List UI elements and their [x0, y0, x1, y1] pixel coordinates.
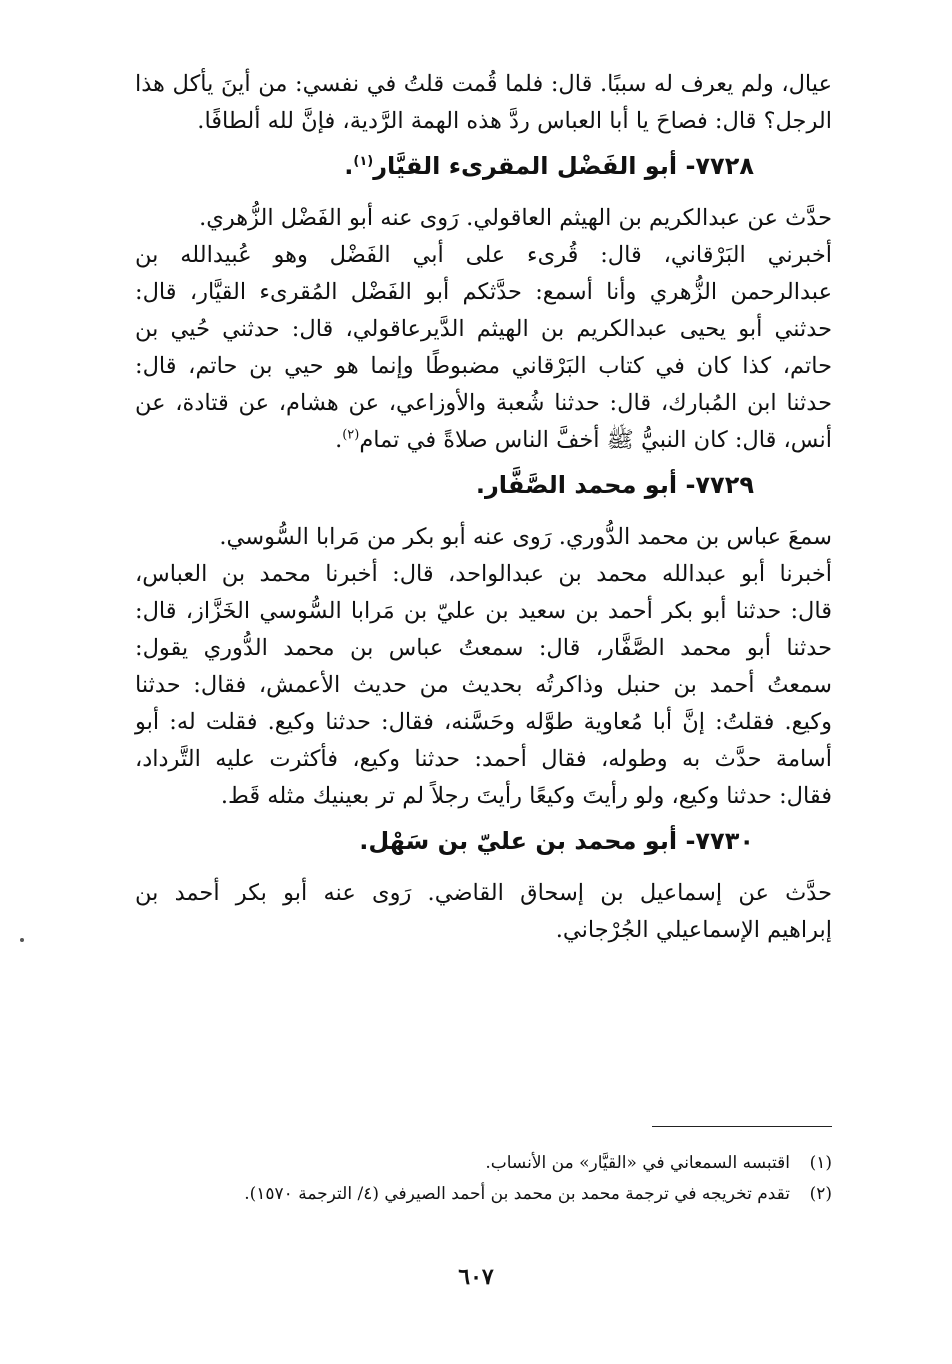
entry-heading-7730: ٧٧٣٠- أبو محمد بن عليّ بن سَهْل.	[359, 827, 754, 855]
text-line	[135, 422, 832, 459]
footnote-text: تقدم تخريجه في ترجمة محمد بن محمد بن أحمد الصيرفي (٤/ الترجمة ١٥٧٠).	[244, 1184, 790, 1204]
footnote-ref: (٢)	[342, 427, 360, 443]
text-line: عبدالرحمن الزُّهري وأنا أسمع: حدَّثكم أبو الفَضْل المُقرىء القيَّار، قال:	[135, 279, 832, 305]
text-line: حاتم، كذا كان في كتاب البَرْقاني مضبوطًا وإنما هو حيي بن حاتم، قال:	[135, 353, 832, 379]
footnote-item	[152, 1179, 832, 1210]
entry-heading-7729: ٧٧٢٩- أبو محمد الصَّفَّار.	[475, 471, 754, 499]
text-line: حدَّث عن عبدالكريم بن الهيثم العاقولي. رَوى عنه أبو الفَضْل الزُّهري.	[199, 205, 832, 231]
entry-heading-7728	[135, 146, 832, 186]
text-line: حدثنا ابن المُبارك، قال: حدثنا شُعبة والأوزاعي، عن هشام، عن قتادة، عن	[135, 390, 832, 416]
text-line: فقال: حدثنا وكيع، ولو رأيتَ وكيعًا رأيتَ رجلاً لم تر بعينيك مثله قَط.	[220, 783, 832, 809]
line-period: .	[335, 427, 343, 453]
entry-body-7728	[135, 200, 832, 459]
page-body	[135, 66, 832, 949]
text-line: أخبرنا أبو عبدالله محمد بن عبدالواحد، قال: أخبرنا محمد بن العباس،	[135, 561, 832, 587]
line-text: أنس، قال: كان النبيُّ ﷺ أخفَّ الناس صلاةً في تمام	[359, 427, 832, 453]
scan-speck	[20, 938, 24, 942]
page-number: ٦٠٧	[458, 1264, 494, 1290]
entry-body-7730	[135, 875, 832, 949]
text-line: أخبرني البَرْقاني، قال: قُرىء على أبي الفَضْل وهو عُبيدالله بن	[135, 242, 832, 268]
text-line: قال: حدثنا أبو بكر أحمد بن سعيد بن عليّ بن مَرابا السُّوسي الخَزَّاز، قال:	[135, 598, 832, 624]
text-line: وكيع. فقلتُ: إنَّ أبا مُعاوية طوَّله وحَسَّنه، فقال: حدثنا وكيع. فقلت له: أبو	[135, 709, 832, 735]
footnote-divider	[652, 1126, 832, 1127]
text-line: حدثني أبو يحيى عبدالكريم بن الهيثم الدَّيرعاقولي، قال: حدثني حُيي بن	[135, 316, 832, 342]
footnote-number: (١)	[809, 1153, 832, 1173]
footnote-number: (٢)	[809, 1184, 832, 1204]
text-line: أسامة حدَّث به وطوله، فقال أحمد: حدثنا وكيع، فأكثرت عليه التَّرداد،	[135, 746, 832, 772]
text-line: حدثنا أبو محمد الصَّفَّار، قال: سمعتُ عباس بن محمد الدُّوري يقول:	[135, 635, 832, 661]
text-line: حدَّث عن إسماعيل بن إسحاق القاضي. رَوى عنه أبو بكر أحمد بن	[135, 880, 832, 906]
entry-title: ٧٧٢٨- أبو الفَضْل المقرىء القيَّار	[373, 152, 754, 180]
footnotes	[152, 1148, 832, 1210]
text-line: سمعَ عباس بن محمد الدُّوري. رَوى عنه أبو بكر من مَرابا السُّوسي.	[219, 524, 832, 550]
heading-period: .	[344, 152, 354, 180]
footnote-item	[152, 1148, 832, 1179]
intro-paragraph	[135, 66, 832, 140]
entry-body-7729	[135, 519, 832, 815]
text-line: سمعتُ أحمد بن حنبل وذاكرتُه بحديث من حديث الأعمش، فقال: حدثنا	[135, 672, 832, 698]
footnote-ref: (١)	[353, 154, 374, 169]
text-line: عيال، ولم يعرف له سببًا. قال: فلما قُمت قلتُ في نفسي: من أينَ يأكل هذا	[135, 71, 832, 97]
text-line: إبراهيم الإسماعيلي الجُرْجاني.	[555, 917, 832, 943]
footnote-text: اقتبسه السمعاني في «القيَّار» من الأنساب.	[485, 1153, 790, 1173]
text-line: الرجل؟ قال: فصاحَ يا أبا العباس ردَّ هذه الهمة الرَّدية، فإنَّ لله ألطافًا.	[197, 108, 832, 134]
